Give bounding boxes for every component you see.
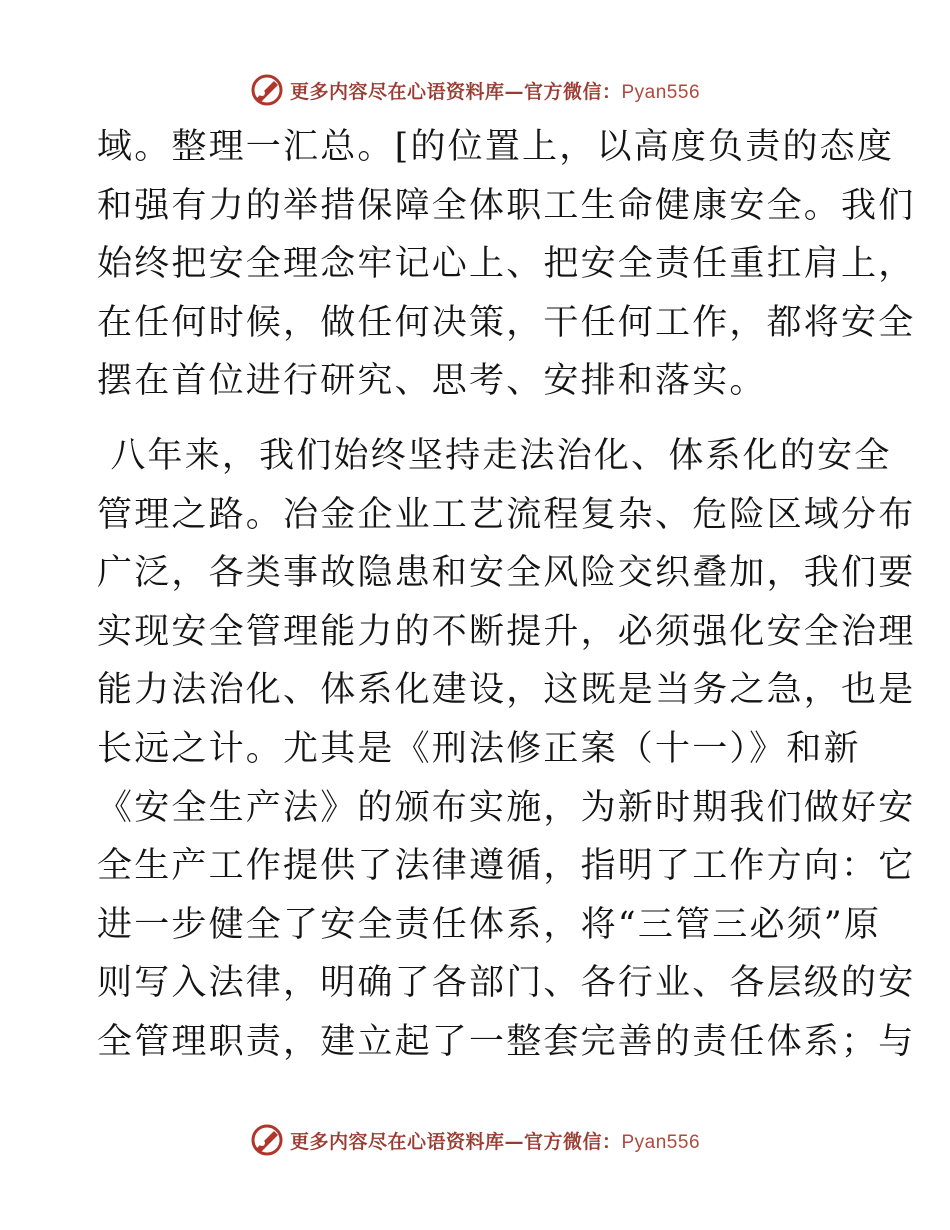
wechat-id: Pyan556 — [621, 1131, 701, 1153]
pen-seal-icon — [250, 73, 284, 107]
text-line: 始终把安全理念牢记心上、把安全责任重扛肩上， — [97, 244, 916, 285]
banner-text: 更多内容尽在心语资料库—官方微信：Pyan556 — [289, 1130, 701, 1153]
text-line: 进一步健全了安全责任体系，将“三管三必须”原 — [97, 904, 882, 945]
text-line: 全生产工作提供了法律遵循，指明了工作方向：它 — [97, 846, 916, 887]
text-line: 《安全生产法》的颁布实施，为新时期我们做好安 — [97, 787, 916, 828]
text-line: 和强有力的举措保障全体职工生命健康安全。我们 — [97, 185, 916, 226]
text-line: 在任何时候，做任何决策，干任何工作，都将安全 — [97, 302, 916, 343]
paragraph — [97, 427, 916, 1072]
text-line: 域。整理一汇总。[的位置上，以高度负责的态度 — [97, 127, 895, 167]
text-line: 全管理职责，建立起了一整套完善的责任体系；与 — [97, 1021, 916, 1062]
text-line: 八年来，我们始终坚持走法治化、体系化的安全 — [97, 435, 892, 476]
text-line: 广泛，各类事故隐患和安全风险交织叠加，我们要 — [97, 553, 916, 594]
banner-text: 更多内容尽在心语资料库—官方微信：Pyan556 — [289, 80, 701, 103]
text-line: 能力法治化、体系化建设，这既是当务之急，也是 — [97, 670, 916, 711]
text-line: 则写入法律，明确了各部门、各行业、各层级的安 — [97, 963, 916, 1004]
text-line: 长远之计。尤其是《刑法修正案（十一）》和新 — [97, 728, 861, 769]
text-line: 摆在首位进行研究、思考、安排和落实。 — [97, 361, 767, 402]
footer-banner — [0, 1120, 950, 1160]
document-body — [97, 118, 916, 1072]
wechat-id: Pyan556 — [621, 81, 701, 103]
text-line: 实现安全管理能力的不断提升，必须强化安全治理 — [97, 611, 916, 652]
header-banner — [0, 70, 950, 110]
paragraph — [97, 118, 916, 411]
pen-seal-icon — [250, 1123, 284, 1157]
text-line: 管理之路。冶金企业工艺流程复杂、危险区域分布 — [97, 494, 916, 535]
